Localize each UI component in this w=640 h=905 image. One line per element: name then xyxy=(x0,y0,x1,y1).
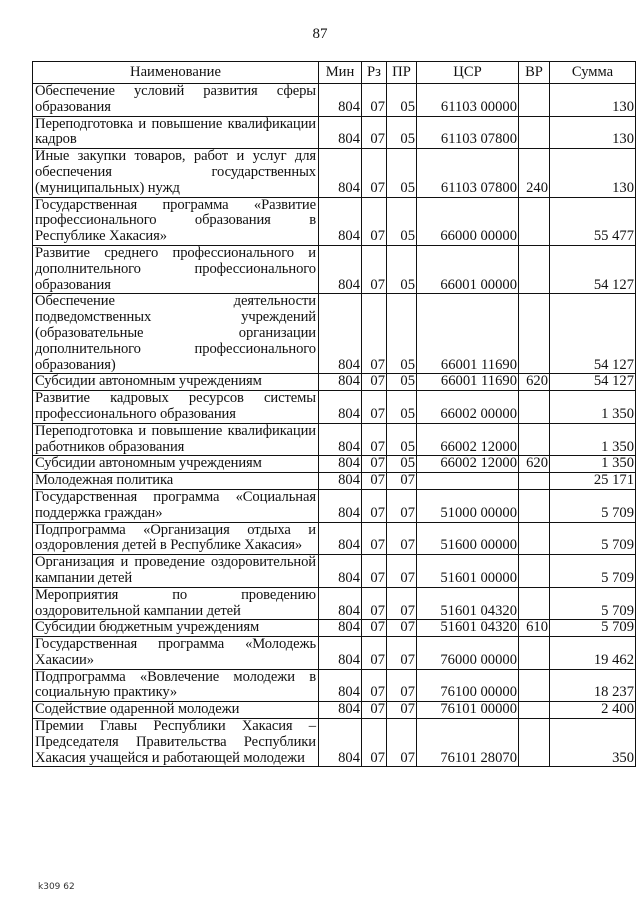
cell-rz: 07 xyxy=(362,197,387,245)
cell-csr: 66002 12000 xyxy=(417,423,519,456)
cell-vr: 240 xyxy=(519,149,550,197)
cell-csr: 51600 00000 xyxy=(417,522,519,555)
cell-csr: 76000 00000 xyxy=(417,637,519,670)
cell-name: Переподготовка и повышение квалификации работников образования xyxy=(33,423,319,456)
cell-vr xyxy=(519,116,550,149)
table-row xyxy=(33,245,636,293)
table-row xyxy=(33,294,636,374)
cell-csr: 51601 04320 xyxy=(417,587,519,620)
cell-vr xyxy=(519,84,550,117)
table-row xyxy=(33,149,636,197)
cell-rz: 07 xyxy=(362,149,387,197)
cell-name: Обеспечение деятельности подведомственных учреждений (образовательные организации дополнительного профессионального образования) xyxy=(33,294,319,374)
cell-pr: 05 xyxy=(387,245,417,293)
header-csr: ЦСР xyxy=(417,62,519,84)
cell-min: 804 xyxy=(319,197,362,245)
cell-name: Субсидии бюджетным учреждениям xyxy=(33,620,319,637)
cell-sum: 1 350 xyxy=(550,456,636,473)
cell-vr xyxy=(519,587,550,620)
cell-name: Молодежная политика xyxy=(33,473,319,490)
cell-vr: 620 xyxy=(519,456,550,473)
cell-min: 804 xyxy=(319,245,362,293)
cell-sum: 55 477 xyxy=(550,197,636,245)
cell-rz: 07 xyxy=(362,489,387,522)
cell-csr xyxy=(417,473,519,490)
cell-name: Субсидии автономным учреждениям xyxy=(33,456,319,473)
cell-vr xyxy=(519,637,550,670)
cell-pr: 07 xyxy=(387,587,417,620)
cell-min: 804 xyxy=(319,587,362,620)
cell-rz: 07 xyxy=(362,555,387,588)
cell-pr: 05 xyxy=(387,294,417,374)
budget-table xyxy=(32,61,636,767)
table-row xyxy=(33,374,636,391)
table-row xyxy=(33,456,636,473)
cell-min: 804 xyxy=(319,555,362,588)
cell-rz: 07 xyxy=(362,473,387,490)
header-min: Мин xyxy=(319,62,362,84)
cell-csr: 76100 00000 xyxy=(417,669,519,702)
cell-min: 804 xyxy=(319,702,362,719)
cell-vr xyxy=(519,197,550,245)
cell-name: Организация и проведение оздоровительной кампании детей xyxy=(33,555,319,588)
cell-pr: 07 xyxy=(387,620,417,637)
cell-vr xyxy=(519,719,550,767)
cell-vr xyxy=(519,555,550,588)
cell-sum: 130 xyxy=(550,116,636,149)
table-row xyxy=(33,489,636,522)
cell-sum: 5 709 xyxy=(550,489,636,522)
cell-vr xyxy=(519,423,550,456)
cell-csr: 66000 00000 xyxy=(417,197,519,245)
cell-name: Подпрограмма «Вовлечение молодежи в социальную практику» xyxy=(33,669,319,702)
table-row xyxy=(33,423,636,456)
table-header-row xyxy=(33,62,636,84)
cell-sum: 130 xyxy=(550,149,636,197)
cell-pr: 05 xyxy=(387,116,417,149)
cell-pr: 05 xyxy=(387,456,417,473)
cell-name: Содействие одаренной молодежи xyxy=(33,702,319,719)
table-body xyxy=(33,84,636,767)
cell-csr: 66001 11690 xyxy=(417,294,519,374)
table-row xyxy=(33,473,636,490)
cell-pr: 07 xyxy=(387,719,417,767)
cell-pr: 07 xyxy=(387,555,417,588)
cell-sum: 19 462 xyxy=(550,637,636,670)
cell-pr: 07 xyxy=(387,522,417,555)
cell-pr: 05 xyxy=(387,374,417,391)
cell-csr: 61103 07800 xyxy=(417,149,519,197)
cell-name: Мероприятия по проведению оздоровительной кампании детей xyxy=(33,587,319,620)
cell-sum: 54 127 xyxy=(550,245,636,293)
cell-sum: 2 400 xyxy=(550,702,636,719)
table-row xyxy=(33,620,636,637)
cell-vr xyxy=(519,702,550,719)
cell-sum: 25 171 xyxy=(550,473,636,490)
cell-sum: 5 709 xyxy=(550,587,636,620)
cell-name: Государственная программа «Молодежь Хакасии» xyxy=(33,637,319,670)
cell-rz: 07 xyxy=(362,719,387,767)
table-row xyxy=(33,719,636,767)
cell-name: Обеспечение условий развития сферы образования xyxy=(33,84,319,117)
header-name: Наименование xyxy=(33,62,319,84)
cell-name: Развитие кадровых ресурсов системы профессионального образования xyxy=(33,391,319,424)
page-number: 87 xyxy=(312,26,328,42)
cell-rz: 07 xyxy=(362,669,387,702)
cell-min: 804 xyxy=(319,294,362,374)
table-row xyxy=(33,391,636,424)
cell-min: 804 xyxy=(319,116,362,149)
cell-name: Переподготовка и повышение квалификации кадров xyxy=(33,116,319,149)
cell-pr: 07 xyxy=(387,669,417,702)
table-row xyxy=(33,587,636,620)
cell-rz: 07 xyxy=(362,637,387,670)
cell-min: 804 xyxy=(319,719,362,767)
cell-sum: 5 709 xyxy=(550,620,636,637)
cell-sum: 5 709 xyxy=(550,522,636,555)
table-row xyxy=(33,522,636,555)
cell-min: 804 xyxy=(319,669,362,702)
cell-vr: 610 xyxy=(519,620,550,637)
cell-pr: 07 xyxy=(387,637,417,670)
cell-rz: 07 xyxy=(362,620,387,637)
cell-vr xyxy=(519,522,550,555)
cell-name: Субсидии автономным учреждениям xyxy=(33,374,319,391)
cell-rz: 07 xyxy=(362,456,387,473)
cell-csr: 66001 00000 xyxy=(417,245,519,293)
cell-csr: 61103 07800 xyxy=(417,116,519,149)
cell-pr: 07 xyxy=(387,702,417,719)
cell-rz: 07 xyxy=(362,423,387,456)
cell-name: Развитие среднего профессионального и дополнительного профессионального образования xyxy=(33,245,319,293)
cell-sum: 1 350 xyxy=(550,391,636,424)
table-row xyxy=(33,84,636,117)
cell-pr: 07 xyxy=(387,489,417,522)
cell-sum: 130 xyxy=(550,84,636,117)
cell-name: Государственная программа «Социальная поддержка граждан» xyxy=(33,489,319,522)
cell-rz: 07 xyxy=(362,116,387,149)
cell-min: 804 xyxy=(319,489,362,522)
cell-min: 804 xyxy=(319,423,362,456)
cell-sum: 1 350 xyxy=(550,423,636,456)
table-row xyxy=(33,637,636,670)
cell-vr xyxy=(519,473,550,490)
cell-pr: 07 xyxy=(387,473,417,490)
cell-pr: 05 xyxy=(387,391,417,424)
header-vr: ВР xyxy=(519,62,550,84)
cell-min: 804 xyxy=(319,522,362,555)
cell-rz: 07 xyxy=(362,245,387,293)
cell-pr: 05 xyxy=(387,423,417,456)
cell-csr: 76101 28070 xyxy=(417,719,519,767)
cell-name: Подпрограмма «Организация отдыха и оздоровления детей в Республике Хакасия» xyxy=(33,522,319,555)
cell-min: 804 xyxy=(319,473,362,490)
cell-sum: 54 127 xyxy=(550,374,636,391)
cell-min: 804 xyxy=(319,84,362,117)
cell-sum: 5 709 xyxy=(550,555,636,588)
cell-vr xyxy=(519,489,550,522)
header-rz: Рз xyxy=(362,62,387,84)
cell-rz: 07 xyxy=(362,391,387,424)
cell-pr: 05 xyxy=(387,149,417,197)
cell-sum: 18 237 xyxy=(550,669,636,702)
cell-vr xyxy=(519,294,550,374)
cell-rz: 07 xyxy=(362,702,387,719)
table-row xyxy=(33,669,636,702)
cell-name: Государственная программа «Развитие профессионального образования в Республике Хакасия» xyxy=(33,197,319,245)
cell-csr: 51000 00000 xyxy=(417,489,519,522)
cell-rz: 07 xyxy=(362,587,387,620)
cell-rz: 07 xyxy=(362,522,387,555)
cell-min: 804 xyxy=(319,456,362,473)
cell-vr xyxy=(519,245,550,293)
cell-rz: 07 xyxy=(362,374,387,391)
table-row xyxy=(33,555,636,588)
cell-rz: 07 xyxy=(362,294,387,374)
cell-csr: 51601 00000 xyxy=(417,555,519,588)
cell-sum: 350 xyxy=(550,719,636,767)
cell-csr: 76101 00000 xyxy=(417,702,519,719)
header-pr: ПР xyxy=(387,62,417,84)
cell-csr: 66002 12000 xyxy=(417,456,519,473)
cell-min: 804 xyxy=(319,149,362,197)
cell-csr: 66002 00000 xyxy=(417,391,519,424)
cell-name: Иные закупки товаров, работ и услуг для обеспечения государственных (муниципальных) нужд xyxy=(33,149,319,197)
header-sum: Сумма xyxy=(550,62,636,84)
footer-code: k309 62 xyxy=(38,882,75,892)
cell-csr: 51601 04320 xyxy=(417,620,519,637)
cell-csr: 66001 11690 xyxy=(417,374,519,391)
cell-vr xyxy=(519,391,550,424)
cell-rz: 07 xyxy=(362,84,387,117)
cell-name: Премии Главы Республики Хакасия – Председателя Правительства Республики Хакасия учащейся и работающей молодежи xyxy=(33,719,319,767)
cell-csr: 61103 00000 xyxy=(417,84,519,117)
cell-min: 804 xyxy=(319,374,362,391)
cell-pr: 05 xyxy=(387,84,417,117)
cell-min: 804 xyxy=(319,391,362,424)
cell-vr: 620 xyxy=(519,374,550,391)
cell-vr xyxy=(519,669,550,702)
table-row xyxy=(33,116,636,149)
table-row xyxy=(33,197,636,245)
table-row xyxy=(33,702,636,719)
cell-min: 804 xyxy=(319,637,362,670)
cell-pr: 05 xyxy=(387,197,417,245)
cell-min: 804 xyxy=(319,620,362,637)
cell-sum: 54 127 xyxy=(550,294,636,374)
